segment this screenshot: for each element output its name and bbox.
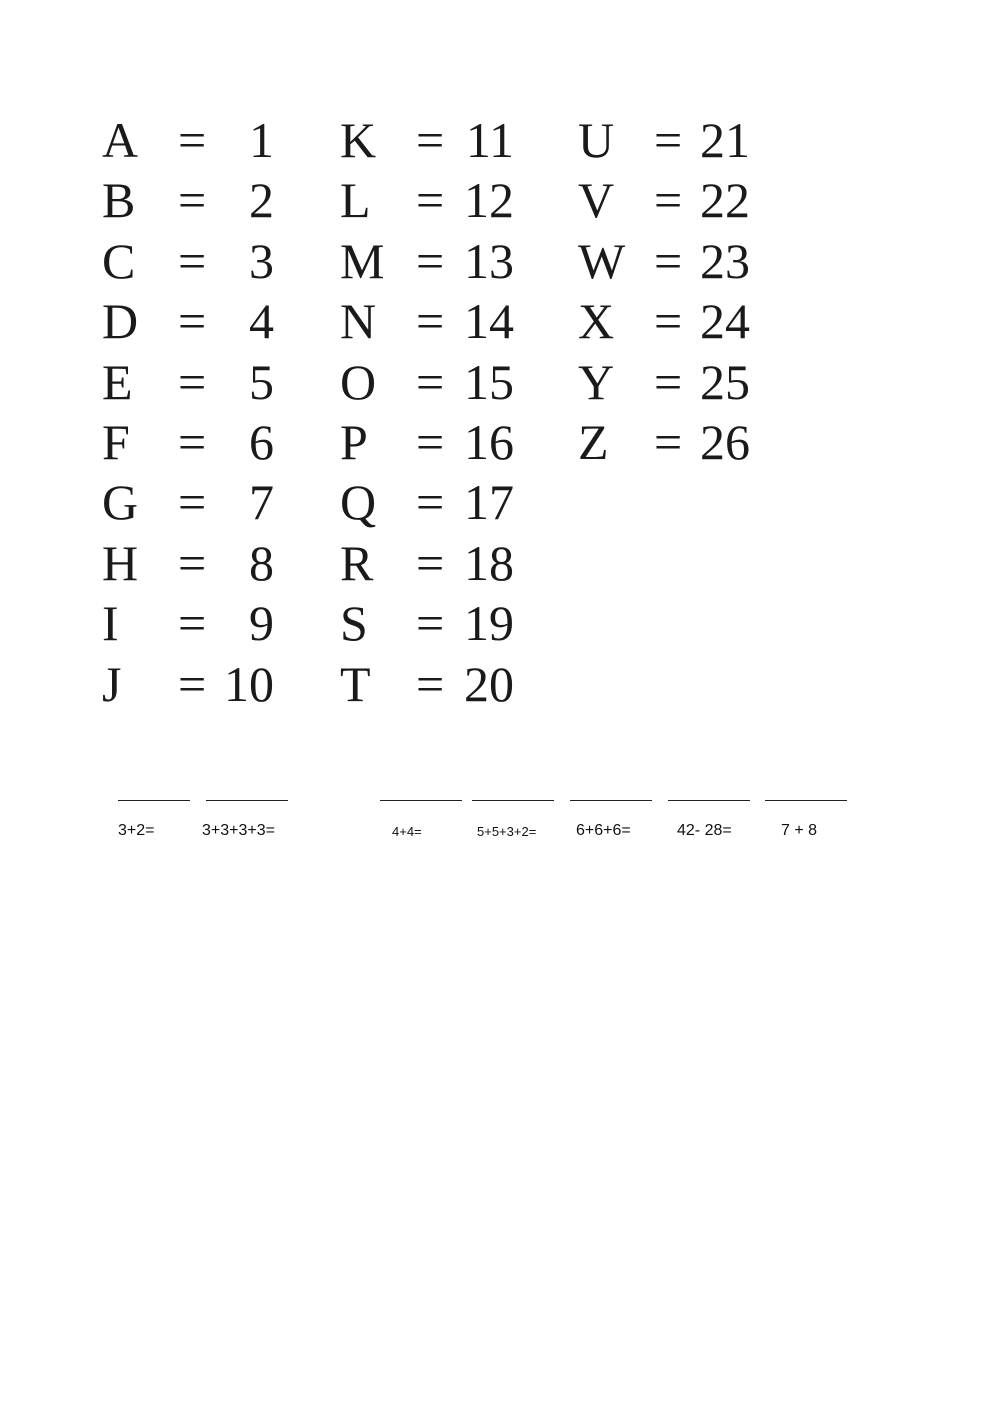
answer-line[interactable] <box>380 800 462 801</box>
key-equals: = <box>416 474 445 531</box>
key-row <box>578 170 798 230</box>
key-row <box>578 412 798 472</box>
math-expression: 42- 28= <box>677 822 732 839</box>
key-row <box>340 472 560 532</box>
key-number: 20 <box>464 655 514 712</box>
math-expression: 7 + 8 <box>781 822 818 839</box>
key-number: 23 <box>700 232 750 289</box>
key-letter: L <box>340 172 371 229</box>
key-equals: = <box>416 232 445 289</box>
key-row <box>340 593 560 653</box>
key-equals: = <box>416 655 445 712</box>
key-row <box>578 110 798 170</box>
answer-line[interactable] <box>118 800 190 801</box>
key-row <box>102 291 322 351</box>
key-row <box>578 291 798 351</box>
key-equals: = <box>654 353 683 410</box>
answer-line[interactable] <box>765 800 847 801</box>
key-equals: = <box>178 293 207 350</box>
key-equals: = <box>416 353 445 410</box>
key-equals: = <box>178 474 207 531</box>
math-expression: 4+4= <box>392 824 422 839</box>
key-equals: = <box>416 595 445 652</box>
key-number: 12 <box>464 172 514 229</box>
key-number: 26 <box>700 413 750 470</box>
key-equals: = <box>654 172 683 229</box>
key-letter: C <box>102 232 136 289</box>
key-letter: N <box>340 293 377 350</box>
key-number: 13 <box>464 232 514 289</box>
key-column <box>578 110 798 472</box>
key-number: 14 <box>464 293 514 350</box>
key-letter: Y <box>578 353 615 410</box>
key-row <box>340 110 560 170</box>
key-letter: V <box>578 172 615 229</box>
answer-slot <box>380 770 470 850</box>
key-number: 21 <box>700 112 750 168</box>
key-number: 19 <box>464 595 514 652</box>
key-row <box>578 352 798 412</box>
key-number: 11 <box>465 112 514 168</box>
key-number: 1 <box>249 112 274 168</box>
key-number: 18 <box>464 534 514 591</box>
key-row <box>102 654 322 714</box>
key-letter: K <box>340 112 377 168</box>
key-number: 6 <box>249 413 274 470</box>
key-equals: = <box>654 413 683 470</box>
answer-line[interactable] <box>668 800 750 801</box>
key-equals: = <box>416 293 445 350</box>
key-letter: H <box>102 534 139 591</box>
key-equals: = <box>178 595 207 652</box>
key-letter: F <box>102 413 130 470</box>
key-equals: = <box>178 232 207 289</box>
key-row <box>102 412 322 472</box>
key-number: 8 <box>249 534 274 591</box>
key-letter: P <box>340 413 368 470</box>
key-number: 5 <box>249 353 274 410</box>
key-equals: = <box>178 353 207 410</box>
key-number: 2 <box>249 172 274 229</box>
key-row <box>340 412 560 472</box>
answer-line[interactable] <box>570 800 652 801</box>
key-equals: = <box>654 293 683 350</box>
key-number: 7 <box>249 474 274 531</box>
key-letter: D <box>102 293 139 350</box>
key-row <box>340 170 560 230</box>
key-row <box>340 291 560 351</box>
key-equals: = <box>416 172 445 229</box>
key-letter: Z <box>578 413 609 470</box>
key-number: 17 <box>464 474 514 531</box>
key-equals: = <box>178 112 207 168</box>
key-row <box>102 593 322 653</box>
key-row <box>102 170 322 230</box>
key-letter: I <box>102 595 119 652</box>
key-row <box>578 231 798 291</box>
key-equals: = <box>654 232 683 289</box>
key-letter: G <box>102 474 139 531</box>
key-letter: A <box>102 112 139 168</box>
math-expression: 3+3+3+3= <box>202 822 275 839</box>
key-number: 22 <box>700 172 750 229</box>
key-equals: = <box>178 655 207 712</box>
key-column <box>340 110 560 714</box>
math-expression: 6+6+6= <box>576 822 631 839</box>
key-row <box>340 352 560 412</box>
key-number: 10 <box>224 655 274 712</box>
key-equals: = <box>178 534 207 591</box>
key-number: 9 <box>249 595 274 652</box>
key-number: 25 <box>700 353 750 410</box>
key-number: 16 <box>464 413 514 470</box>
answer-line[interactable] <box>206 800 288 801</box>
key-letter: W <box>578 232 626 289</box>
key-letter: U <box>578 112 615 168</box>
key-row <box>102 231 322 291</box>
key-row <box>340 533 560 593</box>
key-number: 24 <box>700 293 750 350</box>
answer-line[interactable] <box>472 800 554 801</box>
key-letter: X <box>578 293 615 350</box>
key-number: 4 <box>249 293 274 350</box>
key-letter: M <box>340 232 385 289</box>
answer-slot <box>202 770 296 850</box>
key-row <box>340 654 560 714</box>
answer-slot <box>668 770 758 850</box>
key-row <box>340 231 560 291</box>
key-row <box>102 472 322 532</box>
key-row <box>102 533 322 593</box>
key-letter: B <box>102 172 136 229</box>
key-row <box>102 110 322 170</box>
key-number: 15 <box>464 353 514 410</box>
key-letter: O <box>340 353 377 410</box>
math-expression: 5+5+3+2= <box>477 824 537 839</box>
key-letter: T <box>340 655 371 712</box>
key-letter: J <box>102 655 122 712</box>
key-equals: = <box>416 534 445 591</box>
answer-slot <box>472 770 562 850</box>
key-number: 3 <box>249 232 274 289</box>
key-row <box>102 352 322 412</box>
answer-blanks <box>0 770 1000 860</box>
key-letter: Q <box>340 474 377 531</box>
key-letter: E <box>102 353 133 410</box>
key-equals: = <box>416 112 445 168</box>
key-letter: R <box>340 534 374 591</box>
key-equals: = <box>416 413 445 470</box>
answer-slot <box>118 770 198 850</box>
key-equals: = <box>178 413 207 470</box>
key-equals: = <box>178 172 207 229</box>
math-expression: 3+2= <box>118 822 155 839</box>
answer-slot <box>570 770 660 850</box>
key-letter: S <box>340 595 368 652</box>
key-column <box>102 110 322 714</box>
answer-slot <box>765 770 855 850</box>
key-equals: = <box>654 112 683 168</box>
